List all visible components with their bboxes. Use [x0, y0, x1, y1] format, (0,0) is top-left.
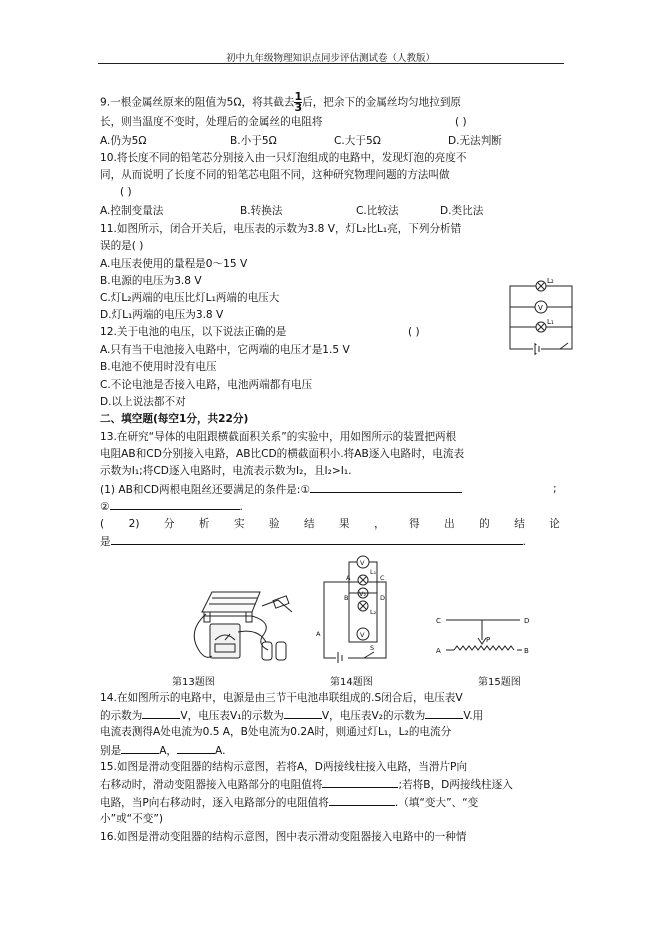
section-2-heading: 二、填空题(每空1分，共22分) [100, 413, 249, 425]
q13-part1 [100, 482, 462, 498]
q15-line2 [100, 777, 513, 793]
q9-line1 [100, 92, 461, 113]
q11-option-c: C.灯L₂两端的电压比灯L₁两端的电压大 [100, 292, 280, 304]
q12-option-d: D.以上说法都不对 [100, 396, 186, 408]
q11-circuit-figure [500, 272, 580, 357]
q14-blank-2[interactable] [284, 708, 322, 719]
q13-p2-c11: 的 [479, 518, 490, 530]
q14-blank-3[interactable] [425, 708, 463, 719]
q14-text-c: V，电压表V₂的示数为 [321, 710, 426, 722]
q13-part2 [100, 517, 560, 532]
fig15-label-d: D [524, 617, 530, 625]
q15-text-b: ;若将B，D两接线柱逐入 [398, 779, 513, 791]
q13-p2-c5: 验 [268, 518, 280, 530]
q11-line2: 误的是( ) [100, 240, 144, 252]
q15-text-d: .（填“变大”、“变 [394, 797, 479, 809]
fig14-circuit [314, 550, 398, 663]
fig14-label-s: S [370, 644, 375, 652]
q13-p2-c13: 论 [549, 518, 560, 530]
q10-option-a: A.控制变量法 [100, 205, 164, 217]
q15-line1: 15.如图是滑动变阻器的结构示意图，若将A，D两接线柱接入电路，当滑片P向 [100, 761, 468, 773]
q13-p2-c10: 出 [444, 518, 455, 530]
q14-text-e: 别是 [100, 745, 122, 757]
q13-p2-c0: ( [100, 518, 105, 530]
q14-text-b: V，电压表V₁的示数为 [180, 710, 284, 722]
q13-line2: 电阻AB和CD分别接入电路，AB比CD的横截面积小.将AB逐入电路时，电流表 [100, 448, 465, 460]
q13-circle-2: ② [100, 501, 110, 513]
q13-p2-c12: 结 [514, 518, 525, 530]
q14-line3: 电流表测得A处电流为0.5 A，B处电流为0.2A时，则通过灯L₁，L₂的电流分 [100, 726, 452, 738]
fig15-label-b: B [524, 647, 529, 655]
q11-option-d: D.灯L₁两端的电压为3.8 V [100, 309, 224, 321]
q14-blank-1[interactable] [142, 708, 180, 719]
fig13-caption: 第13题图 [172, 677, 215, 688]
q14-blank-4[interactable] [121, 743, 159, 754]
fig15-caption: 第15题图 [478, 677, 521, 688]
q14-text-g: A. [215, 745, 226, 757]
q9-fraction [294, 92, 302, 113]
q11-line1: 11.如图所示，闭合开关后，电压表的示数为3.8 V，灯L₂比L₁亮，下列分析错 [100, 223, 462, 235]
q13-p2-c4: 实 [233, 518, 245, 530]
q13-period: . [239, 501, 243, 513]
fig14-label-l2: L₂ [370, 608, 377, 616]
q15-blank-2[interactable] [329, 795, 395, 806]
q13-p2-c7: 果 [339, 518, 350, 530]
q14-text-d: V.用 [463, 710, 484, 722]
fig14-label-v2: V₂ [359, 590, 367, 598]
fig14-label-a-top: A [346, 574, 351, 582]
q15-line4: 小”或“不变”) [100, 813, 163, 825]
q13-part1-line2 [100, 499, 243, 515]
q15-text-c: 电路，当P向右移动时，逐入电路部分的电阻值将 [100, 797, 329, 809]
q13-part2-b: 是 [100, 536, 111, 548]
q12-option-b: B.电池不使用时没有电压 [100, 361, 217, 373]
q11-option-a: A.电压表使用的量程是0～15 V [100, 258, 248, 270]
page-header: 初中九年级物理知识点同步评估测试卷（人教版） [225, 53, 435, 64]
q9-option-a: A.仍为5Ω [100, 135, 147, 147]
header-rule [98, 63, 564, 64]
q10-paren: ( ) [120, 186, 132, 198]
q11-fig-label-l1: L₁ [547, 318, 554, 326]
q13-part1-text: (1) AB和CD两根电阻丝还要满足的条件是:① [100, 484, 310, 496]
q11-option-b: B.电源的电压为3.8 V [100, 275, 202, 287]
q12-paren: ( ) [408, 326, 420, 338]
q10-option-b: B.转换法 [240, 205, 283, 217]
fig14-label-v-top: V [360, 559, 365, 567]
q9-option-d: D.无法判断 [448, 135, 502, 147]
q13-p2-c9: 得 [409, 518, 420, 530]
fig14-label-c: C [380, 574, 385, 582]
q9-line2: 长，则当温度不变时，处理后的金属丝的电阻将 [100, 116, 323, 128]
q14-text-f: A， [159, 745, 178, 757]
q13-semicolon: ; [553, 483, 557, 495]
q10-option-c: C.比较法 [356, 205, 399, 217]
q14-blank-5[interactable] [177, 743, 215, 754]
q13-blank-3[interactable] [111, 534, 523, 545]
q13-blank-2[interactable] [110, 499, 240, 510]
q9-frac-den: 3 [294, 101, 303, 114]
q13-p2-c1: 2) [128, 518, 140, 530]
q10-option-d: D.类比法 [440, 205, 484, 217]
q13-period-2: . [522, 536, 526, 548]
q14-line4 [100, 743, 225, 759]
q9-option-b: B.小于5Ω [230, 135, 277, 147]
q13-line3: 示数为I₁;将CD逐入电路时，电流表示数为I₂，且I₂>I₁. [100, 465, 352, 477]
q10-line1: 10.将长度不同的铅笔芯分别接入由一只灯泡组成的电路中，发现灯泡的亮度不 [100, 152, 467, 164]
q13-line1: 13.在研究“导体的电阻跟横截面积关系”的实验中，用如图所示的装置把两根 [100, 431, 457, 443]
q14-line2 [100, 708, 483, 724]
fig15-rheostat [434, 612, 534, 660]
q13-p2-c2: 分 [163, 518, 175, 530]
fig14-label-b: B [344, 594, 349, 602]
q13-p2-c6: 结 [304, 518, 315, 530]
q15-blank-1[interactable] [322, 777, 398, 788]
q9-paren: ( ) [455, 116, 467, 128]
q12-option-a: A.只有当干电池接入电路中，它两端的电压才是1.5 V [100, 344, 350, 356]
fig14-label-d: D [380, 594, 386, 602]
q15-line3 [100, 795, 478, 811]
fig14-label-v-bottom: V [360, 631, 365, 639]
fig14-caption: 第14题图 [330, 677, 373, 688]
q9-text-b: 后，把余下的金属丝均匀地拉到原 [302, 96, 462, 109]
q13-part2-line2 [100, 534, 526, 550]
fig15-label-p: P [486, 636, 491, 644]
fig14-label-l1: L₁ [370, 568, 377, 576]
q12-option-c: C.不论电池是否接入电路，电池两端都有电压 [100, 379, 313, 391]
fig15-label-c: C [436, 617, 441, 625]
q10-line2: 同，从而说明了长度不同的铅笔芯电阻不同，这种研究物理问题的方法叫做 [100, 169, 450, 181]
fig15-label-a: A [436, 647, 441, 655]
q14-line1: 14.在如图所示的电路中，电源是由三节干电池串联组成的.S闭合后，电压表V [100, 692, 463, 704]
fig14-label-a-left: A [316, 630, 321, 638]
q11-fig-label-v: V [538, 304, 543, 312]
q9-option-c: C.大于5Ω [334, 135, 381, 147]
q13-p2-c3: 析 [198, 518, 210, 530]
q16-line1: 16.如图是滑动变阻器的结构示意图，图中表示滑动变阻器接入电路中的一种情 [100, 831, 467, 843]
q14-text-a: 的示数为 [100, 710, 143, 722]
q9-frac-num: 1 [294, 90, 303, 103]
q13-blank-1[interactable] [310, 482, 462, 493]
fig13-apparatus [182, 572, 300, 664]
q15-text-a: 右移动时，滑动变阻器接入电路部分的电阻值将 [100, 779, 323, 791]
q9-text-a: 9.一根金属丝原来的阻值为5Ω，将其截去 [100, 96, 295, 109]
q11-fig-label-l2: L₂ [547, 277, 554, 285]
q12-line1: 12.关于电池的电压，以下说法正确的是 [100, 326, 287, 338]
q13-p2-c8: ， [374, 518, 385, 530]
